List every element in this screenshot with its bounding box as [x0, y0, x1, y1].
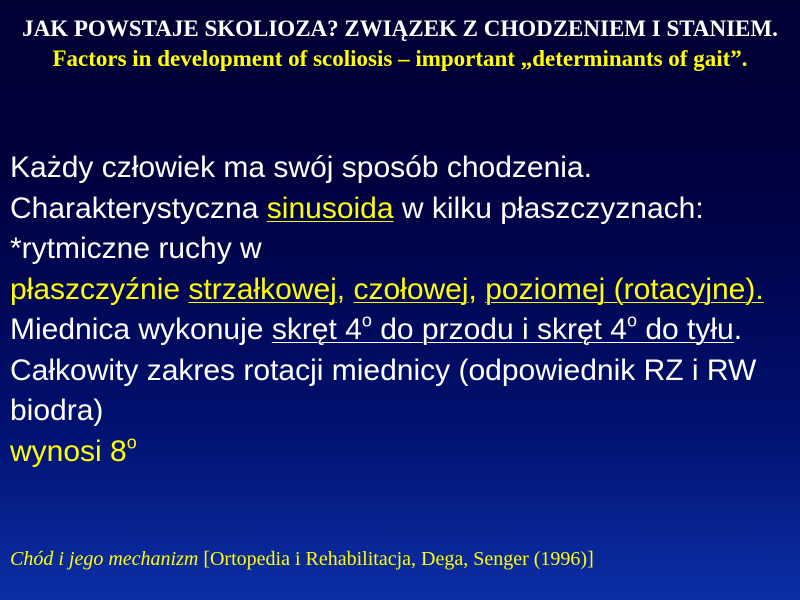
rotation-forward-text: skręt 4 — [271, 313, 362, 346]
body-text-planes: w kilku płaszczyznach: *rytmiczne ruchy w — [10, 191, 704, 265]
term-poziomej-rotacyjne: poziomej (rotacyjne). — [485, 272, 764, 306]
term-sinusoida: sinusoida — [266, 191, 394, 225]
slide-title — [0, 14, 800, 74]
degree-sup-1: o — [361, 310, 372, 331]
citation — [10, 546, 800, 572]
term-czolowej: czołowej — [353, 272, 469, 306]
term-strzalkowej: strzałkowej — [188, 272, 337, 306]
body-text-characteristic: Charakterystyczna — [10, 191, 259, 225]
citation-title: Chód i jego mechanizm — [10, 548, 199, 570]
rotation-backward-text: do przodu i skręt 4 — [371, 313, 627, 346]
rotation-end-text: do tyłu — [637, 313, 734, 346]
body-paragraph — [10, 148, 800, 472]
comma-1: , — [336, 272, 346, 306]
body-text-total-range: . Całkowity zakres rotacji miednicy (odpowiednik RZ i RW biodra) — [10, 313, 757, 427]
term-pelvis-rotation — [271, 310, 734, 346]
degree-sup-2: o — [627, 310, 638, 331]
body-text-pelvis: Miednica wykonuje — [10, 313, 264, 346]
term-plaszczyznie: płaszczyźnie — [10, 272, 181, 306]
body-sentence-1: Każdy człowiek ma swój sposób chodzenia. — [10, 151, 592, 184]
degree-sup-3: o — [126, 431, 137, 452]
citation-source: [Ortopedia i Rehabilitacja, Dega, Senger (1996)] — [198, 548, 594, 570]
comma-2: , — [468, 272, 477, 306]
title-polish: JAK POWSTAJE SKOLIOZA? ZWIĄZEK Z CHODZENIEM I STANIEM. — [22, 16, 778, 41]
term-wynosi: wynosi 8 — [10, 434, 127, 468]
title-english: Factors in development of scoliosis – important „determinants of gait”. — [52, 46, 748, 71]
